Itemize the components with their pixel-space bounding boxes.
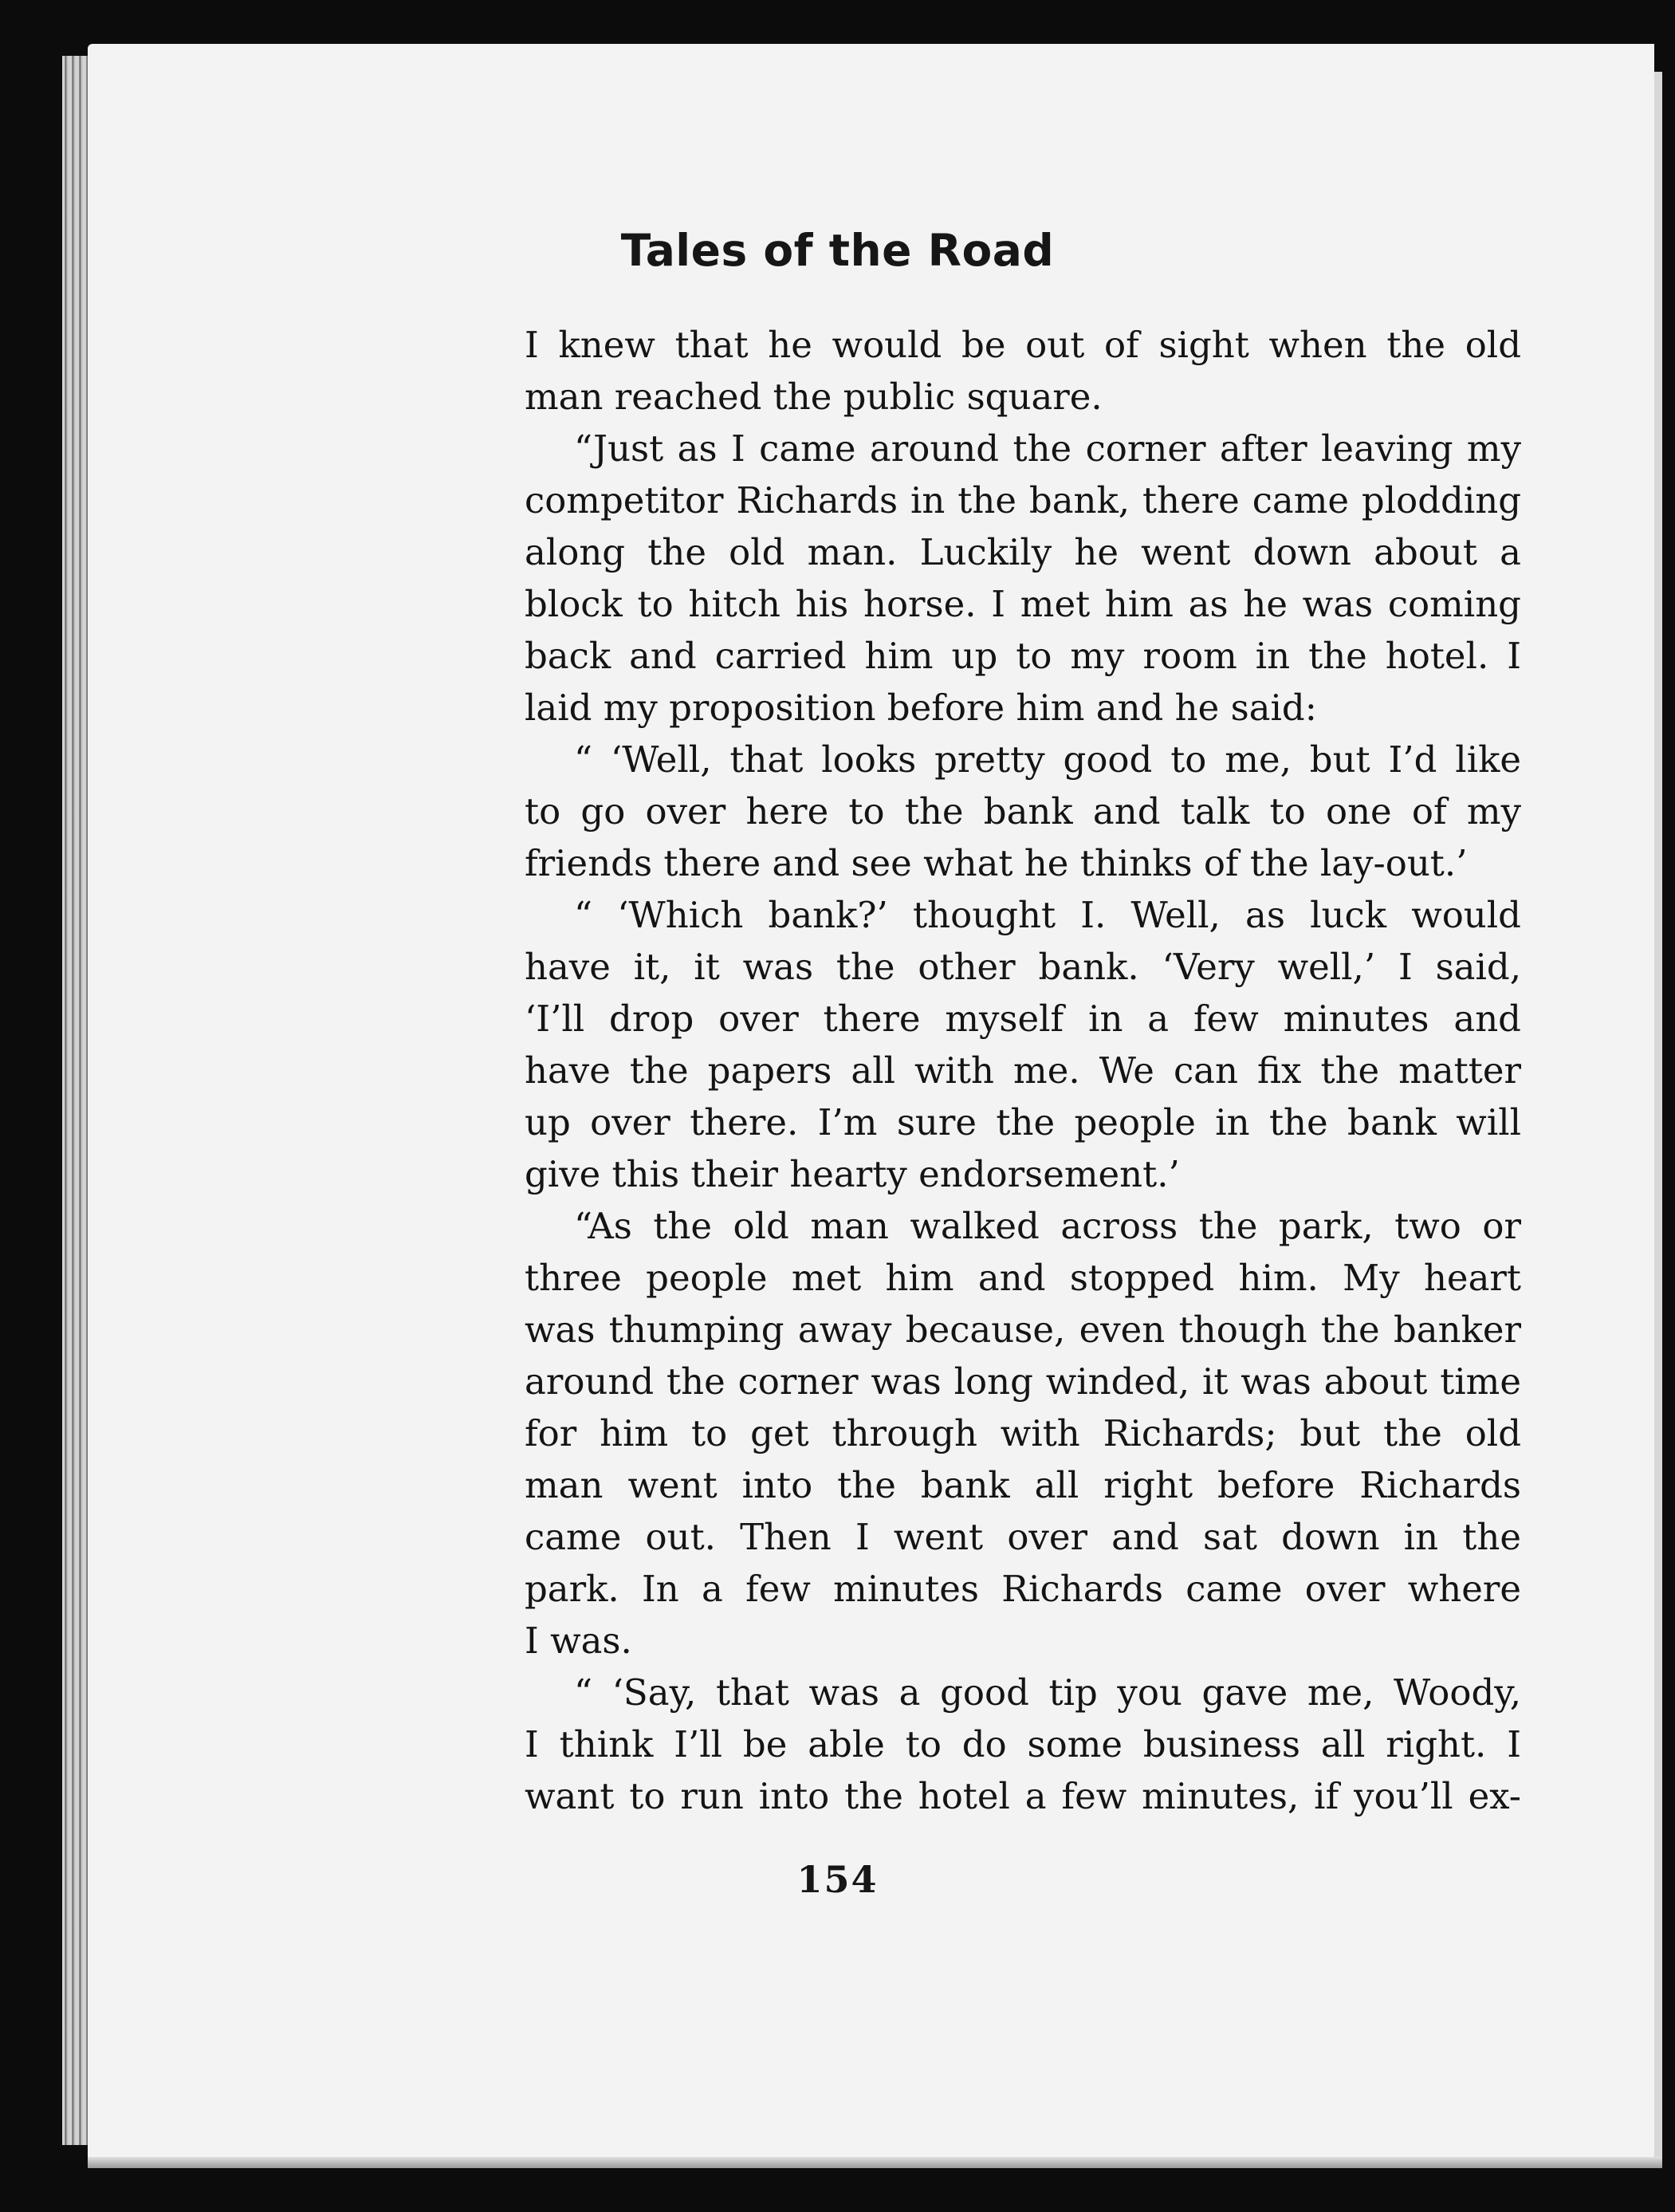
text-line: “Just as I came around the corner after leaving my bbox=[574, 427, 1521, 470]
text-line: along the old man. Luckily he went down about a bbox=[525, 531, 1521, 573]
text-line: laid my proposition before him and he said: bbox=[525, 687, 1317, 729]
text-line: came out. Then I went over and sat down in the bbox=[525, 1516, 1521, 1558]
page-number: 154 bbox=[796, 1858, 879, 1901]
text-line: three people met him and stopped him. My heart bbox=[525, 1257, 1521, 1299]
text-line: have the papers all with me. We can fix the matter bbox=[525, 1049, 1521, 1092]
text-line: was thumping away because, even though the banker bbox=[525, 1309, 1521, 1351]
body-text bbox=[525, 319, 1521, 1822]
page-bottom-edge bbox=[88, 2157, 1662, 2168]
text-line: man reached the public square. bbox=[525, 376, 1103, 418]
text-line: for him to get through with Richards; but the old bbox=[525, 1412, 1521, 1454]
text-line: I knew that he would be out of sight when the old bbox=[525, 324, 1521, 366]
text-line: block to hitch his horse. I met him as he was coming bbox=[525, 583, 1521, 625]
text-line: give this their hearty endorsement.’ bbox=[525, 1153, 1180, 1195]
text-line: competitor Richards in the bank, there came plodding bbox=[525, 479, 1521, 522]
text-line: to go over here to the bank and talk to one of my bbox=[525, 790, 1521, 832]
text-line: want to run into the hotel a few minutes, if you’ll ex- bbox=[525, 1775, 1521, 1817]
text-line: I was. bbox=[525, 1620, 632, 1662]
text-line: friends there and see what he thinks of the lay-out.’ bbox=[525, 842, 1468, 884]
page-right-edge bbox=[1654, 72, 1662, 2161]
text-line: I think I’ll be able to do some business all right. I bbox=[525, 1723, 1521, 1765]
text-line: “ ‘Say, that was a good tip you gave me, Woody, bbox=[574, 1671, 1521, 1714]
running-head: Tales of the Road bbox=[620, 225, 1055, 276]
text-line: “ ‘Well, that looks pretty good to me, but I’d like bbox=[574, 738, 1521, 781]
text-line: “As the old man walked across the park, two or bbox=[574, 1205, 1521, 1247]
text-line: up over there. I’m sure the people in the bank will bbox=[525, 1101, 1521, 1143]
text-line: park. In a few minutes Richards came over where bbox=[525, 1568, 1521, 1610]
text-line: have it, it was the other bank. ‘Very well,’ I said, bbox=[525, 946, 1521, 988]
text-line: back and carried him up to my room in the hotel. I bbox=[525, 635, 1521, 677]
text-line: around the corner was long winded, it was about time bbox=[525, 1360, 1521, 1403]
text-line: ‘I’ll drop over there myself in a few minutes and bbox=[525, 998, 1521, 1040]
text-line: man went into the bank all right before Richards bbox=[525, 1464, 1521, 1506]
text-line: “ ‘Which bank?’ thought I. Well, as luck would bbox=[574, 894, 1521, 936]
